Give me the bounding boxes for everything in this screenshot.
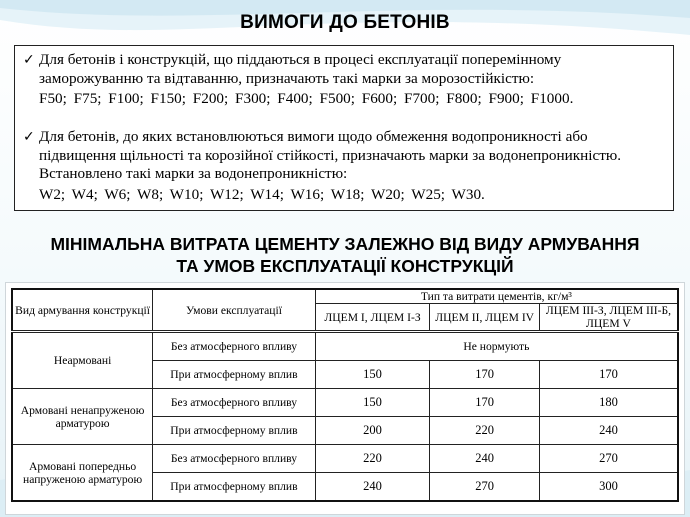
- frost-requirement-text: Для бетонів і конструкцій, що піддаються в процесі експлуатації поперемінному заморожуванню та відтаванню, призначають такі марки за морозостійкістю:: [39, 51, 562, 87]
- value-cell: 200: [315, 417, 430, 445]
- value-cell: 240: [315, 473, 430, 502]
- reinforcement-cell: Армовані ненапруженою арматурою: [12, 389, 153, 445]
- condition-cell: Без атмосферного впливу: [153, 332, 316, 361]
- value-cell: 150: [315, 361, 430, 389]
- table-row: [12, 389, 678, 417]
- value-cell: 240: [430, 445, 540, 473]
- header-reinforcement: Вид армування конструкції: [12, 289, 153, 332]
- checkmark-icon: ✓: [23, 129, 35, 145]
- section-title: [0, 233, 690, 277]
- requirements-box: [14, 45, 674, 211]
- header-cement-type: ЛЦЕМ ІІІ-З, ЛЦЕМ ІІІ-Б, ЛЦЕМ V: [539, 304, 678, 332]
- section-title-line2: ТА УМОВ ЕКСПЛУАТАЦІЇ КОНСТРУКЦІЙ: [176, 256, 514, 276]
- condition-cell: При атмосферному вплив: [153, 361, 316, 389]
- table-row: [12, 332, 678, 361]
- condition-cell: При атмосферному вплив: [153, 473, 316, 502]
- condition-cell: Без атмосферного впливу: [153, 389, 316, 417]
- value-cell: 270: [539, 445, 678, 473]
- checkmark-icon: ✓: [23, 52, 35, 68]
- value-cell: 240: [539, 417, 678, 445]
- frost-marks: F50; F75; F100; F150; F200; F300; F400; F500; F600; F700; F800; F900; F1000.: [39, 90, 574, 107]
- value-cell: 300: [539, 473, 678, 502]
- condition-cell: При атмосферному вплив: [153, 417, 316, 445]
- water-requirement: [23, 128, 667, 204]
- water-marks: W2; W4; W6; W8; W10; W12; W14; W16; W18; W20; W25; W30.: [39, 185, 485, 203]
- reinforcement-cell: Неармовані: [12, 332, 153, 389]
- value-cell: 170: [430, 361, 540, 389]
- table-row: [12, 445, 678, 473]
- header-conditions: Умови експлуатації: [153, 289, 316, 332]
- frost-requirement: [23, 51, 667, 109]
- condition-cell: Без атмосферного впливу: [153, 445, 316, 473]
- slide-title: ВИМОГИ ДО БЕТОНІВ: [240, 12, 450, 33]
- header-cement-type: ЛЦЕМ ІІ, ЛЦЕМ ІV: [430, 304, 540, 332]
- header-cement-type: ЛЦЕМ І, ЛЦЕМ І-З: [315, 304, 430, 332]
- cement-consumption-table: [11, 288, 679, 502]
- value-cell: Не нормують: [315, 332, 678, 361]
- header-cement-group: Тип та витрати цементів, кг/м³: [315, 289, 678, 304]
- reinforcement-cell: Армовані попередньо напруженою арматурою: [12, 445, 153, 502]
- value-cell: 220: [315, 445, 430, 473]
- table-frame: [5, 282, 685, 515]
- water-requirement-text: Для бетонів, до яких встановлюються вимоги щодо обмеження водопроникності або підвищення щільності та корозійної стійкості, призначають марки за водонепроникністю. Встановлено такі марки за водонепроникністю:: [39, 128, 621, 182]
- value-cell: 170: [539, 361, 678, 389]
- table-header-row: [12, 289, 678, 304]
- value-cell: 170: [430, 389, 540, 417]
- value-cell: 270: [430, 473, 540, 502]
- value-cell: 180: [539, 389, 678, 417]
- value-cell: 220: [430, 417, 540, 445]
- value-cell: 150: [315, 389, 430, 417]
- section-title-line1: МІНІМАЛЬНА ВИТРАТА ЦЕМЕНТУ ЗАЛЕЖНО ВІД ВИДУ АРМУВАННЯ: [50, 234, 640, 254]
